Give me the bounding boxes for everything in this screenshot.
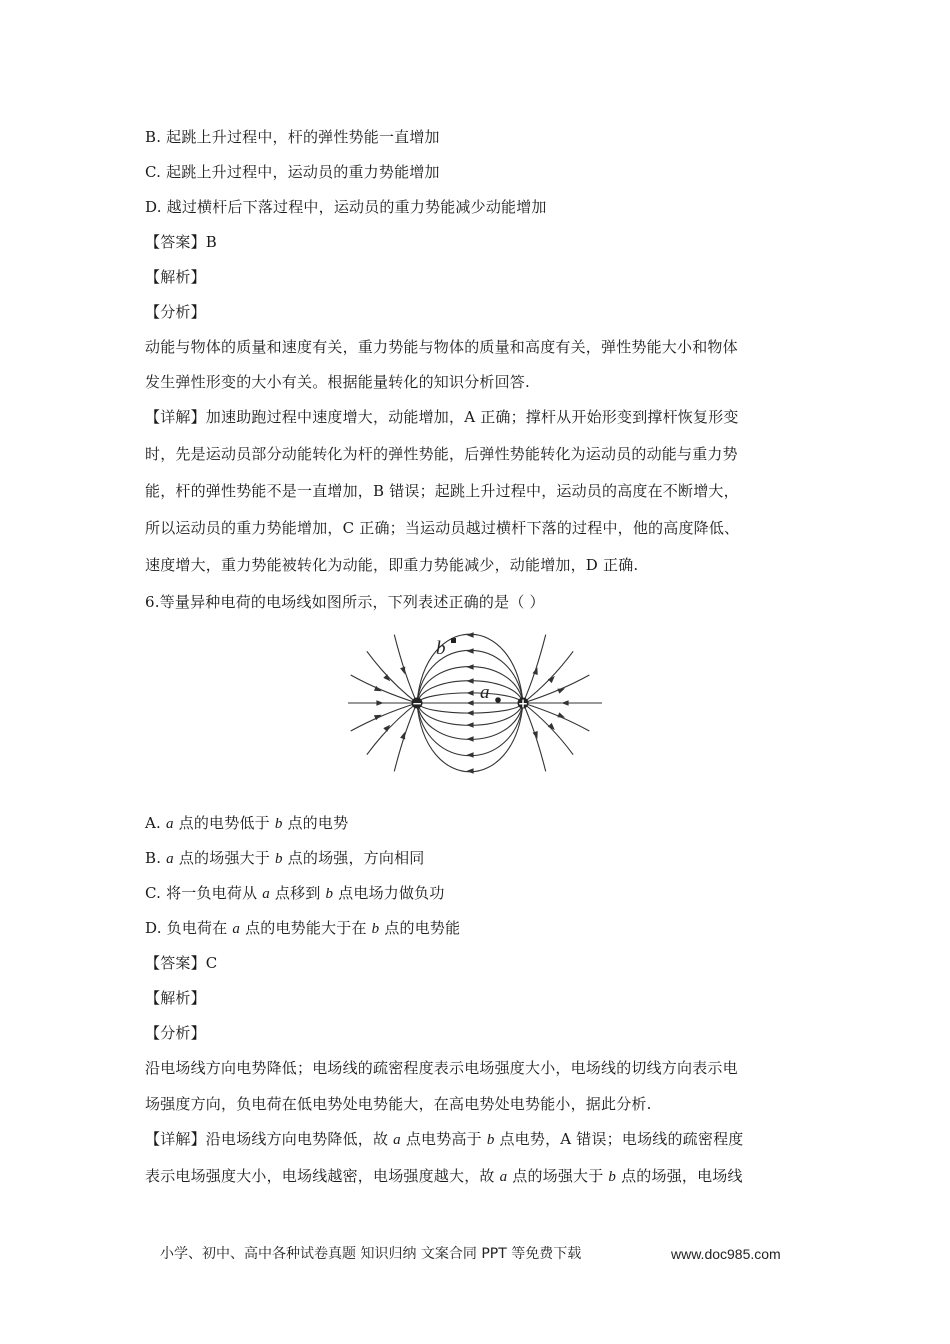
field-line [523, 651, 573, 703]
field-arrow [466, 722, 473, 727]
field-arrow [466, 752, 473, 757]
field-arrow [466, 690, 473, 695]
q6-option-c: C. 将一负电荷从 a 点移到 b 点电场力做负功 [145, 884, 445, 902]
q6-option-d: D. 负电荷在 a 点的电势能大于在 b 点的电势能 [145, 919, 461, 937]
q6-analysis-line: 沿电场线方向电势降低；电场线的疏密程度表示电场强度大小，电场线的切线方向表示电 [145, 1059, 738, 1077]
footer-url: www.doc985.com [671, 1246, 781, 1262]
field-line [367, 651, 417, 703]
q6-detail-line: 表示电场强度大小，电场线越密，电场强度越大，故 a 点的场强大于 b 点的场强，电场线 [145, 1167, 743, 1185]
field-line [417, 703, 523, 739]
field-line [417, 650, 523, 703]
field-arrow [557, 688, 565, 693]
field-line [417, 703, 523, 713]
field-line [523, 703, 546, 771]
field-arrow [557, 712, 565, 717]
field-arrow [466, 710, 473, 715]
point-a-label: a [480, 682, 490, 703]
electric-field-diagram [340, 630, 610, 775]
footer-text: 小学、初中、高中各种试卷真题 知识归纳 文案合同 PPT 等免费下载 [160, 1246, 582, 1262]
field-arrow [466, 632, 473, 637]
q5-analysis-line: 发生弹性形变的大小有关。根据能量转化的知识分析回答. [145, 373, 530, 391]
page-footer [160, 1244, 800, 1264]
field-line [523, 635, 546, 703]
negative-charge-sign: − [411, 696, 423, 711]
field-line [394, 703, 417, 771]
field-line [417, 693, 523, 703]
field-line [394, 635, 417, 703]
positive-charge-sign: + [517, 696, 529, 711]
field-arrow [466, 768, 473, 773]
q5-option-c: C. 起跳上升过程中，运动员的重力势能增加 [145, 163, 440, 181]
field-arrow [400, 732, 405, 740]
q6-jiexi-heading: 【解析】 [145, 989, 206, 1007]
field-arrow [466, 664, 473, 669]
q6-option-b: B. a 点的场强大于 b 点的场强，方向相同 [145, 849, 425, 867]
q6-analysis-line: 场强度方向，负电荷在低电势处电势能大，在高电势处电势能小，据此分析. [145, 1095, 652, 1113]
field-arrow [466, 648, 473, 653]
field-arrow [533, 667, 538, 675]
q5-fenxi-heading: 【分析】 [145, 303, 206, 321]
field-arrow [376, 700, 383, 705]
q5-analysis-line: 动能与物体的质量和速度有关，重力势能与物体的质量和高度有关，弹性势能大小和物体 [145, 338, 738, 356]
q6-answer: 【答案】C [145, 954, 218, 972]
q5-detail-line: 【详解】加速助跑过程中速度增大，动能增加，A 正确；撑杆从开始形变到撑杆恢复形变 [145, 408, 739, 426]
field-line [417, 667, 523, 703]
field-arrow [400, 667, 405, 675]
q5-option-b: B. 起跳上升过程中，杆的弹性势能一直增加 [145, 128, 440, 146]
q6-stem: 6.等量异种电荷的电场线如图所示，下列表述正确的是（ ） [145, 593, 545, 611]
field-line [367, 703, 417, 755]
q5-detail-line: 能，杆的弹性势能不是一直增加，B 错误；起跳上升过程中，运动员的高度在不断增大， [145, 482, 739, 500]
point-a-marker [495, 697, 501, 703]
q5-option-d: D. 越过横杆后下落过程中，运动员的重力势能减少动能增加 [145, 198, 547, 216]
field-line [523, 703, 573, 755]
field-arrow [533, 731, 538, 739]
q6-fenxi-heading: 【分析】 [145, 1024, 206, 1042]
field-arrow [466, 700, 473, 705]
q5-answer: 【答案】B [145, 233, 218, 251]
q6-detail-line: 【详解】沿电场线方向电势降低，故 a 点电势高于 b 点电势，A 错误；电场线的疏密程度 [145, 1130, 744, 1148]
q6-option-a: A. a 点的电势低于 b 点的电势 [145, 814, 349, 832]
q5-detail-line: 所以运动员的重力势能增加，C 正确；当运动员越过横杆下落的过程中，他的高度降低、 [145, 519, 740, 537]
field-line [417, 703, 523, 756]
field-arrow [466, 678, 473, 683]
q5-detail-line: 速度增大，重力势能被转化为动能，即重力势能减少，动能增加，D 正确. [145, 556, 639, 574]
q5-jiexi-heading: 【解析】 [145, 268, 206, 286]
field-arrow [561, 700, 568, 705]
q5-detail-line: 时，先是运动员部分动能转化为杆的弹性势能，后弹性势能转化为运动员的动能与重力势 [145, 445, 738, 463]
field-arrow [466, 736, 473, 741]
point-b-label: b [436, 638, 446, 659]
point-b-marker [451, 638, 456, 643]
